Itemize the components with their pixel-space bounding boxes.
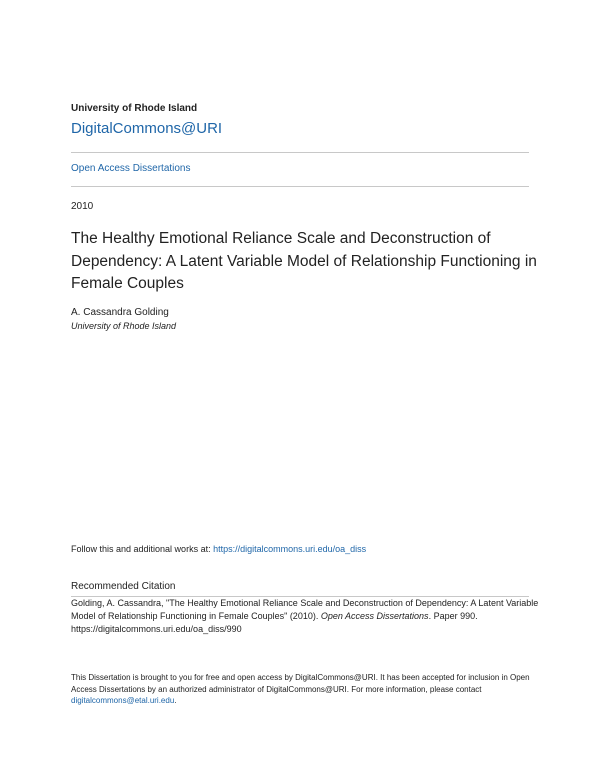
citation-paper: . Paper 990. [428, 611, 478, 621]
collection-link[interactable]: Open Access Dissertations [71, 163, 191, 174]
footer-text: This Dissertation is brought to you for free and open access by DigitalCommons@URI. It has been accepted for inclusion in Open Access Dissertations by an authorized administrator of DigitalCommons@URI. For more information, please contact [71, 673, 530, 694]
footer-notice [71, 672, 531, 707]
divider [71, 186, 529, 187]
citation-heading: Recommended Citation [71, 581, 176, 592]
cover-page [71, 0, 539, 776]
publication-year: 2010 [71, 201, 94, 212]
document-title: The Healthy Emotional Reliance Scale and Deconstruction of Dependency: A Latent Variable Model of Relationship Functioning in Female Couples [71, 230, 537, 292]
citation-text [71, 597, 541, 636]
citation-url: https://digitalcommons.uri.edu/oa_diss/990 [71, 624, 242, 634]
divider [71, 152, 529, 153]
repository-link[interactable]: DigitalCommons@URI [71, 120, 223, 137]
footer-end: . [174, 696, 177, 705]
follow-line [71, 544, 366, 554]
institution-name: University of Rhode Island [71, 103, 198, 114]
follow-link[interactable]: https://digitalcommons.uri.edu/oa_diss [213, 544, 367, 554]
contact-email-link[interactable]: digitalcommons@etal.uri.edu [71, 696, 175, 705]
follow-text: Follow this and additional works at: [71, 544, 214, 554]
citation-series: Open Access Dissertations [320, 611, 429, 621]
author-name: A. Cassandra Golding [71, 307, 169, 318]
citation-main: Golding, A. Cassandra, "The Healthy Emotional Reliance Scale and Deconstruction of Dependency: A Latent Variable Model of Relationship Functioning in Female Couples" (2010). [71, 598, 539, 621]
author-affiliation: University of Rhode Island [71, 321, 177, 331]
